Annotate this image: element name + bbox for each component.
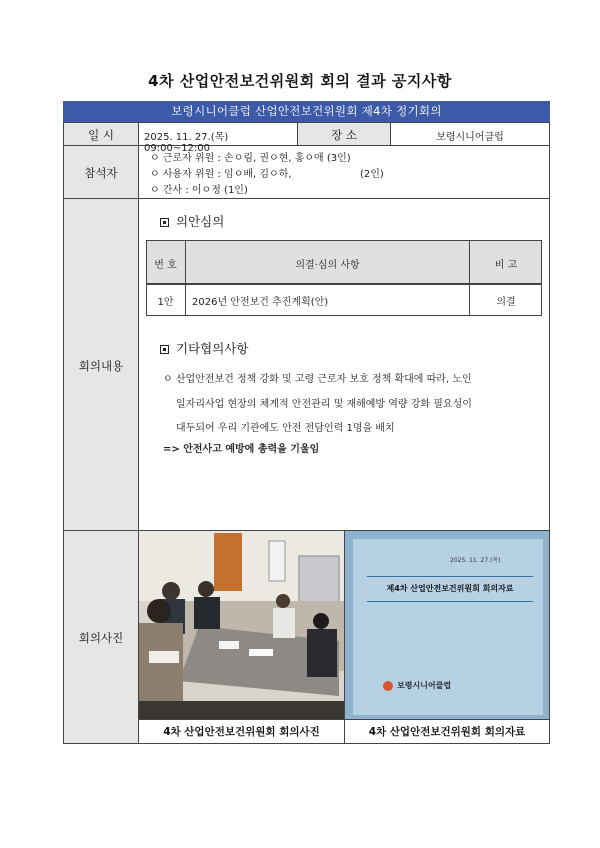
- agenda-header-item: 의결·심의 사항: [295, 260, 360, 271]
- document-date: 2025. 11. 27.(목): [450, 557, 501, 564]
- meeting-photo: [139, 531, 344, 719]
- other-line-3: 대두되어 우리 기관에도 안전 전담인력 1명을 배치: [176, 423, 395, 434]
- page-title: 4차 산업안전보건위원회 회의 결과 공지사항: [148, 72, 452, 90]
- other-line-2: 일자리사업 현장의 체계적 안전관리 및 재해예방 역량 강화 필요성이: [176, 399, 472, 410]
- row-divider: [63, 198, 550, 199]
- attendees-label: 참석자: [84, 166, 118, 180]
- photos-label: 회의사진: [78, 631, 124, 645]
- photo-left-caption: 4차 산업안전보건위원회 회의사진: [163, 726, 320, 738]
- agenda-row-item: 2026년 안전보건 추진계획(안): [192, 297, 329, 308]
- row-divider: [63, 145, 550, 146]
- attendee-line-employers: ㅇ 사용자 위원 : 임ㅇ배, 김ㅇ하,: [150, 169, 292, 180]
- date-value: 2025. 11. 27.(목) 09:00~12:00: [144, 132, 229, 154]
- attendee-line-workers: ㅇ 근로자 위원 : 손ㅇ림, 권ㅇ현, 홍ㅇ애 (3인): [150, 153, 351, 164]
- attendee-line-secretary: ㅇ 간사 : 이ㅇ정 (1인): [150, 185, 248, 196]
- conclusion: => 안전사고 예방에 총력을 기울임: [163, 444, 320, 455]
- agenda-header-no: 번 호: [154, 260, 177, 271]
- square-bullet-icon: [160, 218, 169, 227]
- document-org: 보령시니어클럽: [397, 681, 452, 690]
- section-other-title: 기타협의사항: [176, 341, 249, 356]
- meeting-banner: 보령시니어클럽 산업안전보건위원회 제4차 정기회의: [63, 101, 550, 122]
- place-label: 장 소: [331, 128, 357, 142]
- agenda-row-note: 의결: [496, 297, 516, 308]
- agenda-row-no: 1안: [157, 297, 174, 308]
- section-agenda-title: 의안심의: [176, 214, 225, 229]
- document-title: 제4차 산업안전보건위원회 회의자료: [386, 584, 514, 593]
- content-label: 회의내용: [78, 359, 124, 373]
- attendee-count-employers: (2인): [360, 169, 384, 180]
- org-logo-icon: [383, 681, 393, 691]
- square-bullet-icon: [160, 345, 169, 354]
- agenda-table: [146, 240, 542, 316]
- other-line-1: ㅇ 산업안전보건 정책 강화 및 고령 근로자 보호 정책 확대에 따라, 노인: [163, 374, 472, 385]
- meeting-photo-image: [139, 531, 344, 719]
- place-value: 보령시니어클럽: [436, 132, 504, 143]
- date-label: 일 시: [88, 128, 114, 142]
- section-other-heading: [160, 339, 360, 357]
- document-photo: [345, 531, 549, 719]
- photo-right-caption: 4차 산업안전보건위원회 회의자료: [368, 726, 526, 738]
- section-agenda-heading: [160, 212, 360, 230]
- agenda-header-note: 비 고: [494, 260, 518, 271]
